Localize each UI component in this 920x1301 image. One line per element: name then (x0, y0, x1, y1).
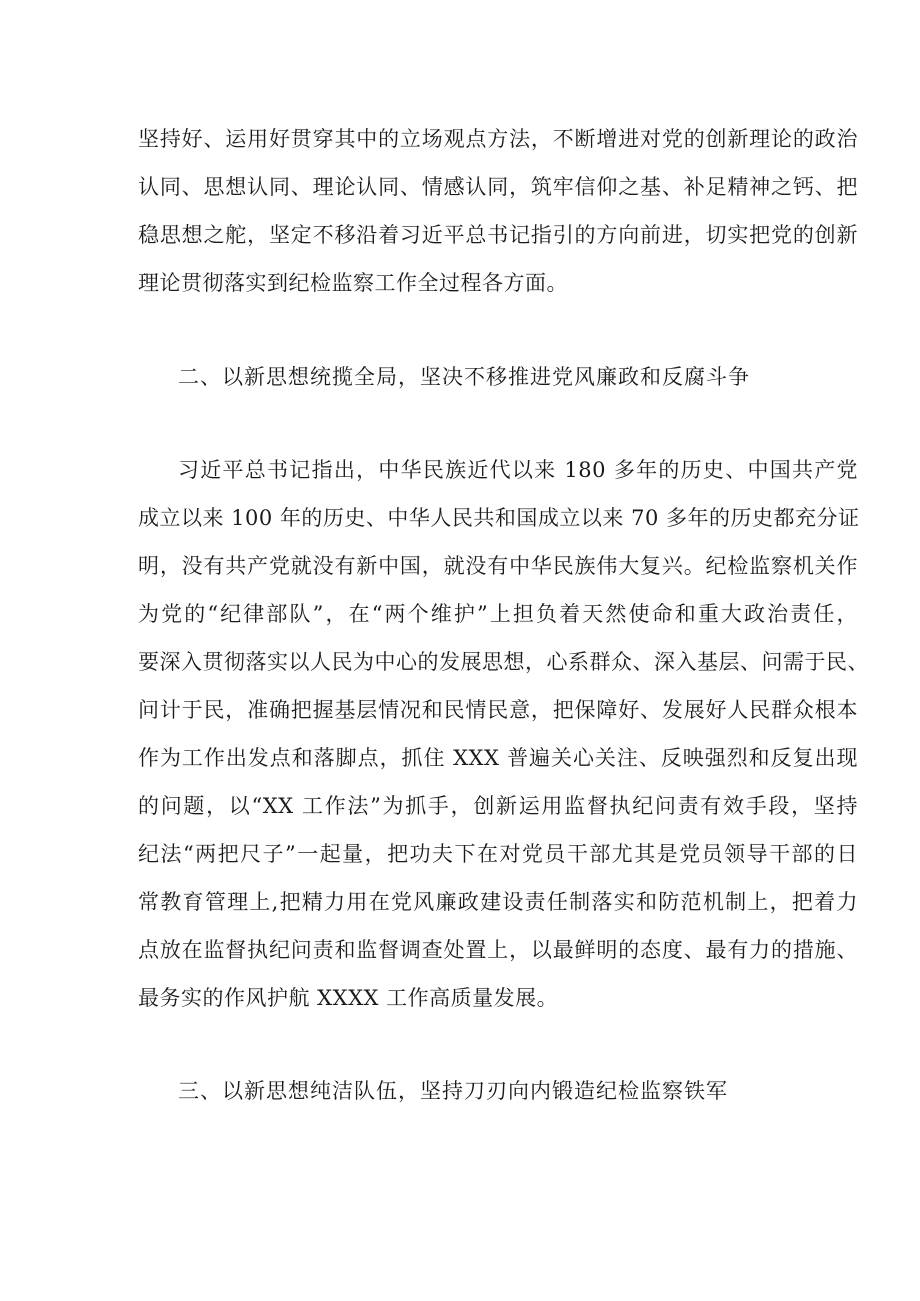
paragraph-line: 纪法“两把尺子”一起量，把功夫下在对党员干部尤其是党员领导干部的日 (138, 842, 858, 866)
paragraph-line: 成立以来 100 年的历史、中华人民共和国成立以来 70 多年的历史都充分证 (138, 506, 860, 530)
paragraph-line: 明，没有共产党就没有新中国，就没有中华民族伟大复兴。纪检监察机关作 (138, 554, 858, 578)
paragraph-line: 作为工作出发点和落脚点，抓住 XXX 普遍关心关注、反映强烈和反复出现 (138, 746, 858, 770)
section-heading-three: 三、以新思想纯洁队伍，坚持刀刃向内锻造纪检监察铁军 (178, 1079, 728, 1103)
paragraph-line: 要深入贯彻落实以人民为中心的发展思想，心系群众、深入基层、问需于民、 (138, 650, 869, 674)
paragraph-line: 的问题，以“XX 工作法”为抓手，创新运用监督执纪问责有效手段，坚持 (138, 794, 858, 818)
paragraph-line: 坚持好、运用好贯穿其中的立场观点方法，不断增进对党的创新理论的政治 (138, 127, 858, 151)
paragraph-line: 稳思想之舵，坚定不移沿着习近平总书记指引的方向前进，切实把党的创新 (138, 223, 858, 247)
paragraph-line: 为党的“纪律部队”，在“两个维护”上担负着天然使命和重大政治责任， (138, 602, 858, 626)
paragraph-line: 最务实的作风护航 XXXX 工作高质量发展。 (138, 986, 559, 1010)
paragraph-line: 理论贯彻落实到纪检监察工作全过程各方面。 (138, 271, 568, 295)
paragraph-line: 习近平总书记指出，中华民族近代以来 180 多年的历史、中国共产党 (178, 458, 858, 482)
paragraph-line: 认同、思想认同、理论认同、情感认同，筑牢信仰之基、补足精神之钙、把 (138, 175, 858, 199)
paragraph-line: 常教育管理上,把精力用在党风廉政建设责任制落实和防范机制上，把着力 (138, 890, 858, 914)
paragraph-line: 问计于民，准确把握基层情况和民情民意，把保障好、发展好人民群众根本 (138, 698, 858, 722)
section-heading-two: 二、以新思想统揽全局，坚决不移推进党风廉政和反腐斗争 (178, 365, 750, 389)
paragraph-line: 点放在监督执纪问责和监督调查处置上，以最鲜明的态度、最有力的措施、 (138, 938, 858, 962)
